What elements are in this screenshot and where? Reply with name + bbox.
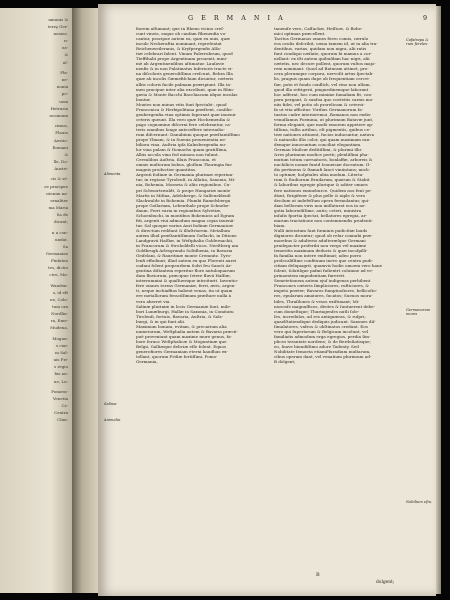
text-line: plices terantate nordene; & de Berdoſiatisque; — [274, 338, 371, 344]
left-page-fragment: & — [64, 152, 68, 157]
text-line: inculo Neckeraftia nominant, repreſentat — [136, 41, 222, 47]
text-line: tiæ celebrari falent. Vinum Falerrubrum, quod — [136, 51, 233, 57]
text-line: Goldbrugk Arlesgrundo Soltdhenia, in Bavaria — [136, 248, 233, 254]
text-column-right — [274, 26, 402, 364]
text-line: B dolgent; — [274, 359, 296, 365]
left-page-fragment: s, id eft — [52, 290, 68, 295]
text-line: omnis multorum bobus, gloſſum Thuringia fue — [136, 162, 232, 168]
text-line: biles, Thraſilones & vesos exiſtimant; Mi- — [274, 298, 360, 304]
text-line: impeto præter; Bavaros fumptuoſiores, bellicoſio- — [274, 288, 377, 294]
text-line: cibus operam dant, vel venatium plurimum ad- — [274, 354, 372, 360]
text-line: mici optimas præcellent. — [274, 31, 326, 37]
left-page-fragment: nonias. — [53, 32, 68, 37]
text-line: men pracipue inter alia excellunt, quæ in Rhin- — [136, 86, 235, 92]
left-page-fragment: undat. — [55, 237, 68, 242]
left-page-fragment: n a con- — [51, 230, 68, 235]
text-line: hoc adferat, hoc cum minime ſumaliam fit, con- — [274, 91, 373, 97]
margin-note: Salinæ — [104, 402, 117, 406]
text-line: cantur, pracipue autem ea, quæ ex uuis, quæ — [136, 36, 230, 42]
left-page-fragment: s regio — [54, 365, 68, 370]
text-line: morebus & adulterio adulteræſque Germani — [274, 237, 366, 243]
text-line: decilum ut indefeſſum opera fermulantur, qui- — [274, 197, 370, 203]
text-line: cera plerumque corpora, nervoſit artus ſpectab- — [274, 71, 374, 77]
text-line: puè proveniunt quam maxime mure genus, fa- — [136, 333, 232, 339]
catchword: dolgent; — [376, 580, 395, 585]
text-line: & naturalis illis color, qui quam maximam ran- — [274, 137, 371, 143]
text-line: Germania, — [136, 359, 158, 365]
text-line: Franconica & Herbipolitana præſtent, conſilis- — [136, 106, 233, 112]
text-line: biliora vina. Auſtria ipſa Kalnsbergenfia nu- — [136, 142, 227, 148]
left-page-fragment: uis Fri- — [53, 358, 68, 363]
text-line: fa familia non intere exiſtimat; adeo porro — [274, 253, 362, 259]
left-page-fragment: ntenim na- — [46, 191, 68, 196]
left-page-fragment: Fla- — [60, 71, 68, 76]
text-line: Nobilitate ſemoeta etiamPluradium multarum, — [274, 349, 371, 354]
text-line: dum fluviorum, præcipue Ietere fluvii Haſſiæ, — [136, 273, 231, 279]
left-page-fragment: Austri- — [54, 166, 68, 171]
left-page-fragment: Hetruria — [50, 106, 68, 111]
text-line: bontur. — [136, 96, 151, 102]
text-line: quod illa refrigerii, pinguedinemque laborant — [274, 86, 369, 92]
text-line: taneniſe vero, Caſſachæ, Heſſicæ, & Bohe- — [274, 26, 363, 31]
text-line: gavia & Monte Bacchi Bacchiacum idque inculas — [136, 91, 238, 97]
left-page-fragment: Venetia — [52, 397, 68, 402]
text-line: Albis accola vina fed minora non tulunt. — [136, 152, 219, 158]
text-line: venuſſamus Foemina, ut plurimum Batavæ junt, — [274, 116, 374, 122]
left-page-fragment: cis & sé- — [50, 177, 68, 182]
text-line: nuchilicis nomæ funtd Ieoneisiæ doceatum. Il- — [274, 162, 371, 168]
text-line: Cerealibus Auſtria, ſiluis Franconia, et — [136, 157, 216, 163]
text-line: cum domeſtique; Thuringenſes nutli ſole- — [274, 308, 360, 314]
text-line: German Muſicæ deditiſſimi, & plurimi illu- — [274, 147, 363, 153]
left-page-fragment: ue, Lu- — [53, 379, 68, 384]
text-line: vero aberret via. — [136, 298, 171, 304]
left-page-fragment: Sa de — [56, 212, 68, 217]
text-line: Landgravii Haſſiæ, in Weſtphalia Goldernachii, — [136, 237, 234, 243]
text-line: Nulli interatum ſunt fœminis pudicitiæ lauds — [274, 227, 368, 233]
left-page-fragment: uem — [59, 99, 68, 104]
text-line: Semetetionem autem ejuſ indigenas perhibent — [274, 278, 371, 284]
text-line: niorosſe magnuſficos, divites & ſuntuerent debe- — [274, 303, 375, 309]
margin-note: Germanorum mores — [406, 308, 431, 317]
text-line: digniores dicuntur; quod ob relur connubi præ- — [274, 232, 373, 238]
text-line: teæ nationes attinent, fucios inducuntur, natuva — [274, 131, 375, 137]
text-line: tuatus cadre interioremoi ,Romanos non exdis- — [274, 111, 372, 117]
left-page-fragment: ul- — [62, 60, 68, 65]
text-line: ſolent, ſolutiſque pafmi fuſientrt columne ad ve- — [274, 268, 374, 274]
left-page-fragment: ncomium — [49, 113, 68, 118]
text-line: nenfis & in non Palatinatus Inferioris tracte vi- — [136, 66, 233, 72]
text-line: mutum totum carruatoris, bonlaffæ, arboreis & — [274, 157, 373, 163]
text-line: Francones cæteris ſimpliciores, rufticiores, & — [274, 283, 369, 289]
page-stack-edge — [436, 6, 441, 594]
left-page-fragment: Finfaten — [50, 259, 68, 263]
text-line: dam bellorum viris non iniſſaturat eos in ne- — [274, 202, 366, 208]
text-line: magnis productior quantitas. — [136, 167, 197, 173]
left-page-fragment: Aestio- — [54, 138, 68, 143]
page-number: 9 — [423, 14, 428, 22]
left-page-fragment: Cz- — [61, 404, 68, 409]
text-line: gotia laborioſiſſime, autis; ceteri, ministra — [274, 207, 362, 213]
text-line: Slackwalde in Bohemia. Plumbi Ramelsberga — [136, 197, 231, 203]
text-line: cunt vineis, eaque ob caufam Rhenenfia vo- — [136, 31, 227, 37]
text-line: citiam deliquagrit, quamvis hodie omoem vero hane — [274, 263, 383, 269]
left-page-fragment: Flauio — [55, 131, 68, 136]
margin-note: Animalia. — [104, 418, 122, 422]
text-line: rum & ſtudiorum ſtrudarum, quarum & Stabit — [274, 177, 370, 183]
left-page-fragment: Germaniae — [45, 251, 68, 256]
text-line: res, epularum amatores, ſucatos; Sueuos mora- — [274, 293, 373, 299]
text-line: albis coloris facile palmam præripiunt. Illa ta- — [136, 81, 232, 87]
text-line: tur, in regione Tyrolenſi, in Alſatia, Saxonia, Mi- — [136, 177, 236, 183]
text-line: ſimulatores, vafros & obſtinatos credunt. Eos — [274, 323, 368, 329]
text-line: dentibus, varias, quidam non nigra, alii ratis — [274, 46, 367, 52]
text-line: ceteris queunt. Illa vero quæ Hochemenſia & — [136, 116, 231, 122]
text-line: fiti, argenti viui admodum magna copia inuenii- — [136, 217, 235, 223]
text-line: marum tractatione non contemnendis prudenti- — [274, 217, 373, 223]
text-line: generofiores Germaniam eterni haudhus ex- — [136, 349, 228, 354]
text-line: Geiſelani, & Rauritinæ monte Cremnitz. Tyro- — [136, 253, 232, 259]
book-gutter — [72, 8, 98, 593]
text-line: prope Goſlariam, Lebenthale prope Schnebe- — [136, 202, 230, 208]
text-line: cætetis, nec decore pollent, quorum vultos majo- — [274, 61, 376, 67]
text-line: quæ ab incolis Gæmefiſchum dicuntur, cæteris — [136, 76, 234, 82]
text-line: Reichenweileranis, & Kryfpergenfis Alſa- — [136, 46, 222, 52]
text-line: rum difcernunt: Danubium quoque præſtantiſſimo — [136, 131, 240, 137]
left-page-fragment: ernaliter — [50, 198, 68, 203]
text-line: eos oculis deſcribit, cæna tamem id, ut in alia tra- — [274, 41, 378, 47]
running-header — [188, 14, 428, 22]
text-line: gentina diſtantem reperitur flore antuloquarum — [136, 268, 235, 274]
left-page-fragment: tum ora — [52, 305, 68, 310]
text-line: bori Lunæburgi, Hallæ in Saxonia, in Comitatu — [136, 308, 234, 314]
left-page-fragment: bis au- — [54, 372, 68, 377]
signature-mark: B — [316, 572, 320, 578]
text-line: Tieffthalii prope Argentinam prouenit, mini- — [136, 56, 228, 62]
left-page-fragment: oe pracipue — [44, 184, 68, 189]
text-line: forma eleganti, que modò emorem appetere ap- — [274, 121, 374, 127]
text-line: fiorem aſſumant; que in Rheno vicino creſ- — [136, 26, 225, 31]
margin-note: Cafatrapa & rum fereles- — [406, 38, 429, 47]
text-line: numerorum, Weſtphalia autem & Bavaria præcii- — [136, 328, 238, 334]
left-page-fragment: n- — [64, 39, 68, 44]
left-page-fragment: ctes, Ma- — [49, 273, 68, 278]
left-page-fragment: Mudena, — [50, 326, 68, 331]
margin-note: Nobilium eſtu. — [406, 500, 433, 504]
text-line: lor vina palam & ſtomacho quam gratiſſima, — [136, 147, 228, 153]
left-page-fragment: s ciui- — [55, 344, 68, 349]
left-page-fragment: ma Maria — [48, 205, 68, 210]
left-page-fragment: m Sal- — [55, 351, 68, 356]
left-page-fragment: lle, Do- — [53, 159, 68, 164]
left-page-text — [2, 18, 68, 426]
text-line: ſiæ, potu et fondo conflich, vel vino non ullum, — [274, 81, 371, 87]
left-page-fragment: tes, dictio — [48, 266, 68, 271]
text-line: na diſcoloris generoſiſſima creſcunt, Rebra Illa — [136, 71, 233, 77]
text-line: & directum reddunt & illuſtriorem. Metallum — [136, 227, 230, 233]
text-line: tiſſuna, tullis artibus, elt pigmentis, quibus ce- — [274, 126, 371, 132]
right-page — [98, 4, 436, 596]
text-line: mè ab Argentinenſibus aſtimatur. Lauſavie — [136, 61, 225, 67]
text-line: temeritis maximam deducis & quæ incoſpilli- — [274, 248, 368, 254]
text-line: lenfi effodiunt; illud autem ex quo Florenti aurei — [136, 258, 237, 264]
left-page-fragment: terrę Ger- — [47, 25, 68, 30]
text-line: Martis in Miſina, Adelsberge, & Salſeueldenſi — [136, 192, 231, 198]
text-line: demque innocuntum conciliat elegantiam. — [274, 142, 362, 148]
text-line: ere metallorum feraciſſimum præſtare nulla à — [136, 293, 232, 299]
text-line: rem nominant. Quod ad Baturam attinet, pro- — [274, 66, 369, 72]
left-page-fragment: Sa — [62, 244, 68, 249]
text-line: bore ſeruoc Weſtphalicæ & Moguntinæ que — [136, 338, 227, 344]
text-line: lis, pragnis quam dupe ob frequentiam cercvi- — [274, 76, 370, 82]
text-line: prolecaliſſime confituum inevo que centra pudi- — [274, 258, 373, 264]
left-page — [0, 8, 72, 593]
left-page-fragment: dicant; — [54, 220, 68, 225]
text-line: in Francorum & Stroholdelli vicos. Neeſtberg am — [136, 243, 239, 249]
text-line: & laboribus egregie plurique & aditer omnes — [274, 182, 368, 188]
running-title: G E R M A N I A — [188, 14, 286, 22]
text-line: prudepacter proferibi non vergo vel maxime — [274, 243, 367, 249]
text-line: biam. — [274, 222, 286, 228]
left-page-fragment: Centra — [54, 411, 68, 416]
left-page-fragment: ne, Colo- — [50, 297, 68, 302]
text-line: Tacitus Germanos omnes ferro comis, cærulo — [274, 36, 369, 42]
text-line: Argenti fodinæ in Germania plurimæ reperiun- — [136, 172, 234, 178]
text-line: Maximum bonum, evitam, & precarium alia — [136, 323, 227, 329]
text-line: fere nationes emineburce. Quidem nos fent pe- — [274, 187, 372, 193]
text-line: inſuſis fportia ſpectat, bellatores egregia, ar- — [274, 212, 367, 218]
text-line: tur. Sal quoque varius Auri fodinæ Germanicæ — [136, 222, 233, 228]
left-page-fragment: ns- — [62, 46, 68, 51]
left-page-fragment: Chin- — [57, 418, 68, 423]
left-page-fragment: ra, Eme- — [50, 319, 68, 324]
left-page-fragment: nmunis & — [48, 18, 68, 22]
text-line: cuduni folent propeurbem Solst feu Sancti Ar- — [136, 263, 232, 269]
text-line: pora pergant, & sunfoa quo coeteitis carnis mo- — [274, 96, 374, 102]
text-line: &res plurimum modice periti; plenliſſimi pha- — [274, 152, 369, 158]
text-column-left — [136, 26, 264, 364]
text-line: fa ut vita afficitur. Viriſius Germanorum fa- — [274, 106, 364, 112]
text-line: dis pertinens & ſtamufi ſanct viniintuns; mich- — [274, 167, 371, 173]
text-line: funt condiqui cæſiate, quorum bi mamus a cor- — [274, 51, 372, 57]
text-line: prinaentem impudentiam furerett. — [274, 273, 346, 279]
text-line: daum. Ferri varia in regionibus Sylvetiæ, — [136, 207, 222, 213]
text-line: Tirolenſi, fortuis, Bavaria, Auſtria, & Salz- — [136, 313, 224, 319]
text-line: Montes non minus vitis ſunt fpectabi-, quod — [136, 101, 227, 107]
text-line: Salinæ pluriniæ in locis Germaniæ ſunt, mile- — [136, 303, 232, 309]
text-line: autem illud præſtantiſſimum Goſlachi, in Ditione — [136, 232, 237, 238]
text-line: burgi, & in qui funt alii. — [136, 318, 186, 324]
left-page-fragment: & — [64, 53, 68, 58]
margin-note: Alimenta. — [104, 172, 122, 176]
text-line: Belgii, Galliæque deliciæ eſſe folent. Equos — [136, 343, 227, 349]
text-line: to optimæ; hoſpitales ubia modum. Literta- — [274, 172, 364, 178]
text-line: disnt, ſtrigiferæ & plus pelle & niple & vero — [274, 192, 366, 198]
left-page-fragment: Pomera- — [51, 390, 68, 395]
left-page-fragment: cimus, — [54, 124, 68, 129]
text-line: pago cognomine diſcerni fere celebrantur, ca- — [136, 121, 232, 127]
text-line: ſes, incredulos, ad res antiquæras, & ruſpri; — [274, 313, 366, 319]
text-line: vero qui ſuperiorum & Belgicam incolunt, vel — [274, 328, 369, 334]
text-line: teris omnibus longe anteceffere interualio- — [136, 126, 225, 132]
text-line: Schoenbuchi, in montibus Bohemicis ad Egram — [136, 212, 235, 218]
left-page-fragment: Romani — [52, 145, 68, 150]
text-line: nia, Bohemia, Moravia & aliis regionibus. Cu- — [136, 182, 231, 188]
left-page-fragment: Wanden- — [50, 283, 68, 288]
text-line: nellant: ex iſti autem quibuſdam hac nigri, alii — [274, 56, 370, 62]
left-page-fragment: po- — [61, 92, 68, 97]
text-line: ti, neque inchiaffias habent venas, ita ut quam — [136, 288, 233, 294]
text-line: eo, ſuave biundiſſimo adore Tadenty. Sed — [274, 343, 359, 349]
text-line: prope Ylmam, & in Sueuia prouenientia ne- — [136, 137, 227, 143]
left-page-fragment: Mogun- — [52, 336, 68, 341]
text-line: pri Schwartzwaldt, & prope Hungariæ monte — [136, 187, 231, 193]
left-page-fragment: ne- — [61, 78, 68, 83]
text-line: quaelſtatiendique dediquis judicant. Saxones diſ- — [274, 318, 376, 324]
text-line: genbergenfia vina optimis ſuperant quæ inuenir — [136, 111, 236, 117]
text-line: niis fidei, vel potio ob prorelicam & ceteroi- — [274, 101, 365, 107]
text-line: fere omnes terras Germaniæ, ferri, æris, argen- — [136, 283, 236, 289]
left-page-fragment: nonia — [56, 85, 68, 90]
text-line: interrumnini & quaſſuerique introiturit. Inventio- — [136, 278, 239, 284]
text-line: familiatis admodum erga egregios, perdia ſim- — [274, 333, 371, 339]
left-page-fragment: Nordlin- — [51, 312, 68, 317]
text-line: tollant, quorum Friſiæ fortiſſimi, Pomo- — [136, 354, 218, 360]
